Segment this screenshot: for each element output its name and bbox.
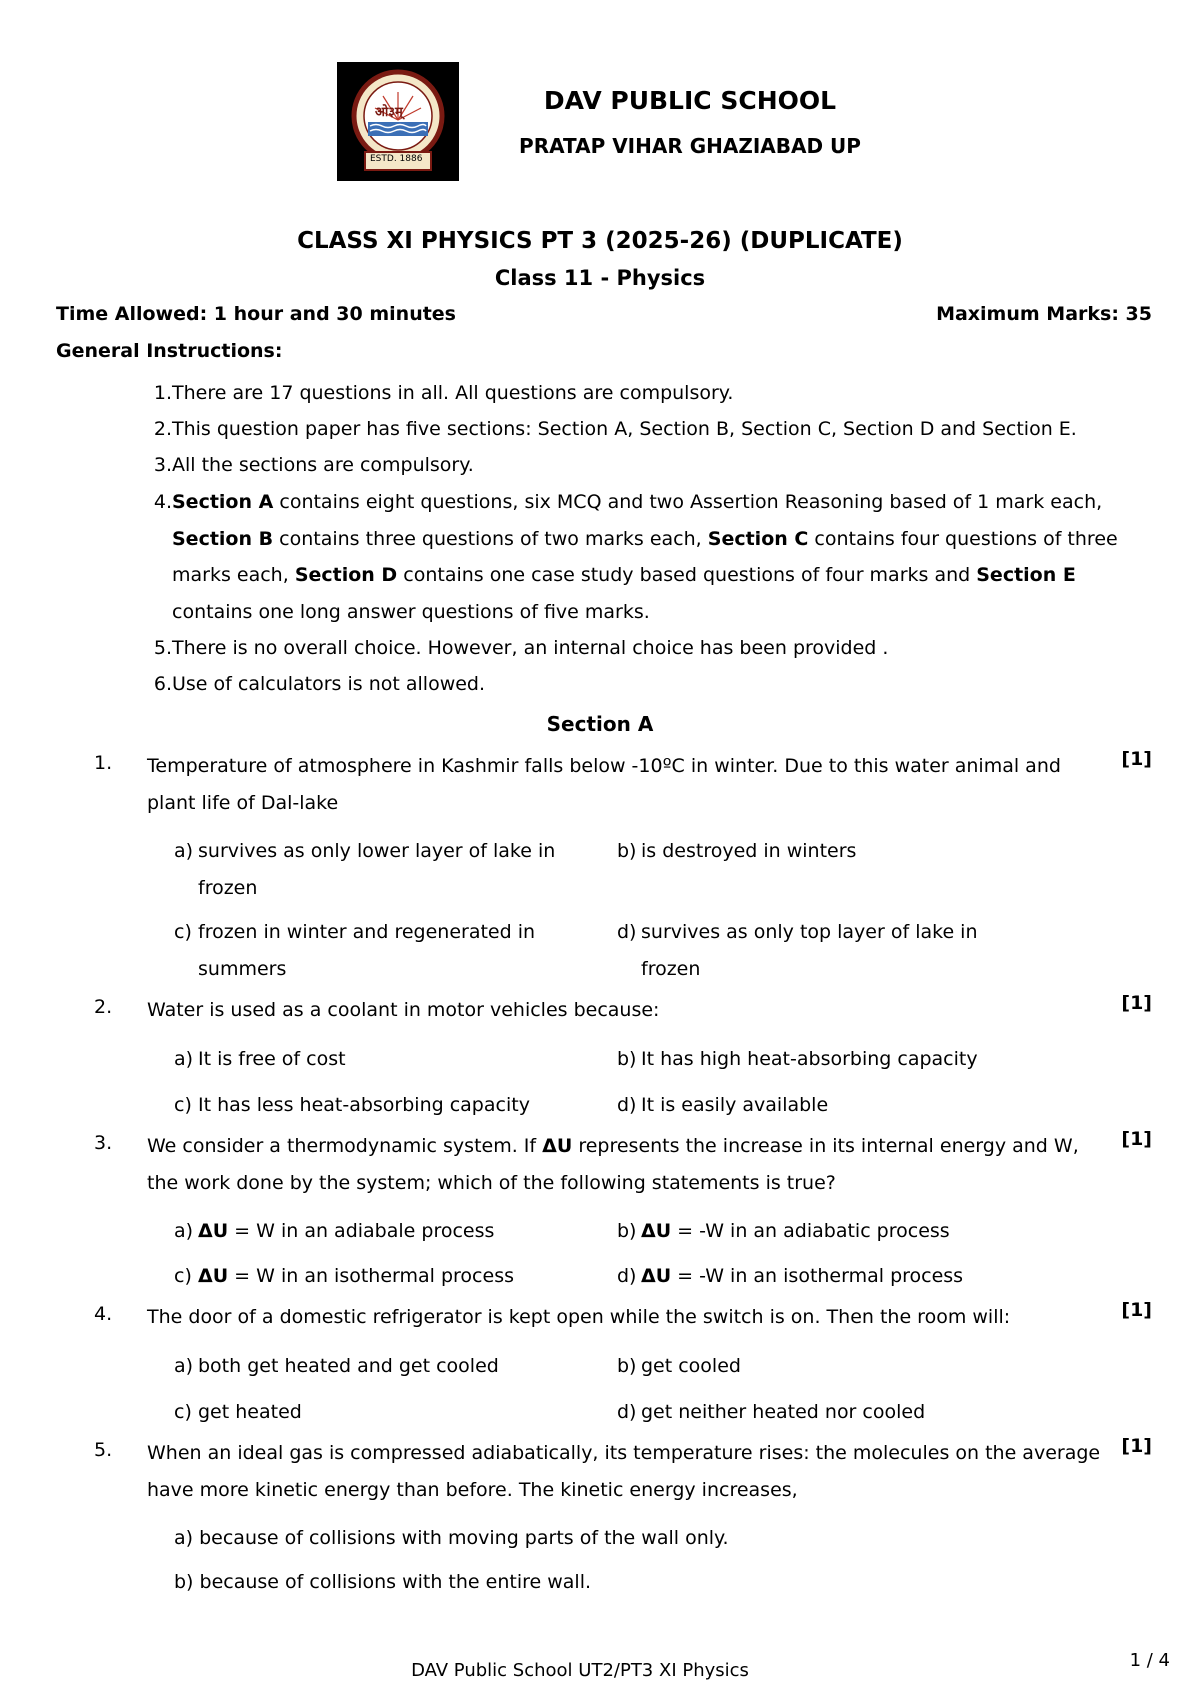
question-number: 4.: [94, 1303, 113, 1325]
section-d-label: Section D: [294, 564, 398, 586]
page-number: 1 / 4: [1129, 1650, 1170, 1671]
option-c[interactable]: c) get heated: [174, 1401, 302, 1423]
option-a[interactable]: a) ΔU = W in an adiabale process: [174, 1220, 495, 1242]
question-number: 3.: [94, 1132, 113, 1154]
option-d[interactable]: d) It is easily available: [617, 1094, 829, 1116]
instructions-heading: General Instructions:: [56, 340, 283, 362]
instruction-item: 2. This question paper has five sections: Section A, Section B, Section C, Section D and Section E.: [153, 418, 1077, 440]
page-footer: DAV Public School UT2/PT3 XI Physics: [411, 1660, 749, 1681]
option-b[interactable]: b) ΔU = -W in an adiabatic process: [617, 1220, 950, 1242]
option-b[interactable]: b) get cooled: [617, 1355, 741, 1377]
question-text: Water is used as a coolant in motor vehicles because:: [147, 999, 660, 1021]
section-a-heading: Section A: [546, 712, 654, 736]
question-marks: [1]: [1121, 748, 1152, 770]
section-e-label: Section E: [976, 564, 1076, 586]
section-c-label: Section C: [707, 527, 809, 550]
question-marks: [1]: [1121, 1299, 1152, 1321]
instruction-item: 1. There are 17 questions in all. All questions are compulsory.: [153, 382, 734, 404]
option-a[interactable]: a) both get heated and get cooled: [174, 1355, 499, 1377]
logo-om-text: ओ३म्: [375, 105, 403, 120]
logo-estd-text: ESTD. 1886: [370, 154, 423, 164]
school-name: DAV PUBLIC SCHOOL: [543, 86, 837, 115]
maximum-marks: Maximum Marks: 35: [936, 303, 1152, 325]
option-d[interactable]: d) survives as only top layer of lake in frozen: [617, 921, 978, 980]
school-address: PRATAP VIHAR GHAZIABAD UP: [519, 134, 861, 158]
option-c[interactable]: c) ΔU = W in an isothermal process: [174, 1265, 514, 1287]
question-marks: [1]: [1121, 1435, 1152, 1457]
question-text: The door of a domestic refrigerator is kept open while the switch is on. Then the room will:: [147, 1306, 1011, 1328]
option-c[interactable]: c) It has less heat-absorbing capacity: [174, 1094, 530, 1116]
school-logo: [337, 62, 459, 181]
section-b-label: Section B: [172, 527, 274, 550]
instruction-item: 4. Section A contains eight questions, six MCQ and two Assertion Reasoning based of 1 mark each, Section B contains three questions of two marks each, Section C contains four questions of three marks each, Section D contains one case study based questions of four marks and Section E contains one long answer questions of five marks.: [153, 491, 1118, 623]
instruction-item: 5. There is no overall choice. However, an internal choice has been provided .: [153, 637, 889, 659]
option-d[interactable]: d) get neither heated nor cooled: [617, 1401, 926, 1423]
question-number: 2.: [94, 996, 113, 1018]
question-marks: [1]: [1121, 992, 1152, 1014]
option-d[interactable]: d) ΔU = -W in an isothermal process: [617, 1265, 964, 1287]
paper-subtitle: Class 11 - Physics: [494, 266, 706, 290]
time-allowed: Time Allowed: 1 hour and 30 minutes: [56, 303, 456, 325]
question-number: 1.: [94, 752, 113, 774]
question-text: We consider a thermodynamic system. If ΔU represents the increase in its internal energy and W, the work done by the system; which of the following statements is true?: [147, 1135, 1079, 1194]
instruction-item: 3. All the sections are compulsory.: [153, 454, 474, 476]
paper-title: CLASS XI PHYSICS PT 3 (2025-26) (DUPLICATE): [297, 228, 903, 254]
instruction-item: 6. Use of calculators is not allowed.: [153, 673, 486, 695]
option-b[interactable]: b) is destroyed in winters: [617, 840, 857, 862]
option-a[interactable]: a) because of collisions with moving parts of the wall only.: [174, 1527, 729, 1549]
delta-u-symbol: ΔU: [542, 1135, 573, 1157]
question-number: 5.: [94, 1439, 113, 1461]
question-marks: [1]: [1121, 1128, 1152, 1150]
option-b[interactable]: b) because of collisions with the entire wall.: [174, 1571, 592, 1593]
option-a[interactable]: a) It is free of cost: [174, 1048, 346, 1070]
option-c[interactable]: c) frozen in winter and regenerated in summers: [174, 921, 536, 980]
question-text: Temperature of atmosphere in Kashmir falls below -10ºC in winter. Due to this water animal and plant life of Dal-lake: [147, 755, 1061, 814]
option-b[interactable]: b) It has high heat-absorbing capacity: [617, 1048, 978, 1070]
section-a-label: Section A: [172, 491, 274, 513]
option-a[interactable]: a) survives as only lower layer of lake in frozen: [174, 840, 556, 899]
question-text: When an ideal gas is compressed adiabatically, its temperature rises: the molecules on the average have more kinetic energy than before. The kinetic energy increases,: [147, 1442, 1101, 1501]
